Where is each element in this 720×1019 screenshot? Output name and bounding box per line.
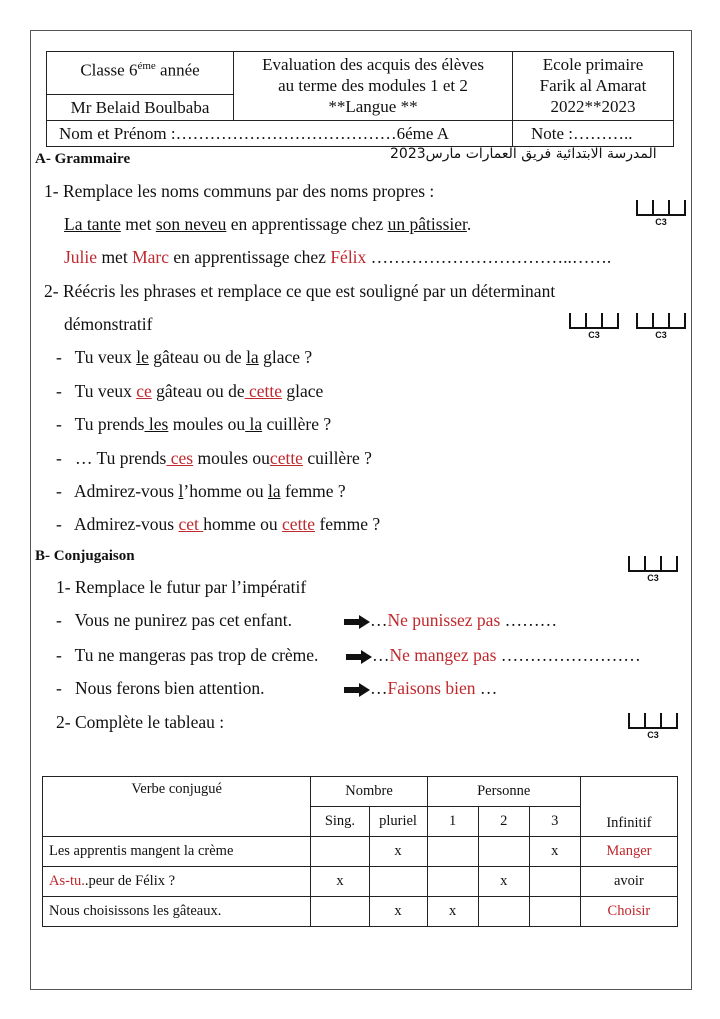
text: moules ou xyxy=(168,414,246,434)
q2-answer-line: - … Tu prends ces moules oucette cuillère ? xyxy=(56,448,372,468)
text: … xyxy=(372,645,390,665)
table-row xyxy=(43,867,678,897)
cell-person-3[interactable] xyxy=(529,897,580,927)
answer-determinant: ces xyxy=(166,448,194,468)
cell-person-1[interactable]: x xyxy=(427,897,478,927)
text: … xyxy=(370,678,388,698)
table-row xyxy=(43,897,678,927)
text: Tu veux xyxy=(74,381,137,401)
underlined-word: les xyxy=(144,414,169,434)
teacher-cell: Mr Belaid Boulbaba xyxy=(47,95,234,120)
answer-proper-noun: Félix xyxy=(330,247,367,267)
th-person-3: 3 xyxy=(529,807,580,837)
class-superscript: éme xyxy=(137,60,156,72)
imperative-answer: Ne punissez pas xyxy=(387,610,501,630)
underlined-word: la xyxy=(246,347,259,367)
text: cuillère ? xyxy=(302,448,372,468)
b-q1-answer xyxy=(344,610,557,631)
evaluation-cell xyxy=(234,52,513,121)
imperative-answer: Faisons bien xyxy=(387,678,476,698)
cell-person-1[interactable] xyxy=(427,867,478,897)
text: gâteau ou de xyxy=(151,381,245,401)
text: met xyxy=(97,247,133,267)
cell-infinitif[interactable]: avoir xyxy=(580,867,677,897)
q1-sentence xyxy=(64,214,471,235)
eval-line-1: Evaluation des acquis des élèves xyxy=(262,55,484,75)
eval-line-3: **Langue ** xyxy=(328,97,418,117)
cell-verbe[interactable] xyxy=(43,897,311,927)
section-a-title: A- Grammaire xyxy=(35,151,131,167)
answer-dots: ……… xyxy=(500,610,558,630)
b-q1-row: - Vous ne punirez pas cet enfant. xyxy=(56,610,293,630)
text: met xyxy=(120,214,156,234)
text: en apprentissage chez xyxy=(169,247,331,267)
cell-infinitif[interactable]: Choisir xyxy=(580,897,677,927)
name-row[interactable]: Nom et Prénom :…………………………………6éme A xyxy=(47,120,513,146)
text: ’homme ou xyxy=(183,481,268,501)
class-suffix: année xyxy=(155,60,200,80)
arrow-right-icon xyxy=(344,683,370,697)
score-box-b1[interactable] xyxy=(628,556,678,583)
class-cell xyxy=(47,52,234,95)
answer-determinant: ce xyxy=(136,381,152,401)
future-sentence: Tu ne mangeras pas trop de crème. xyxy=(74,645,319,665)
answer-dots: … xyxy=(475,678,498,698)
th-person-2: 2 xyxy=(478,807,529,837)
table-row xyxy=(43,837,678,867)
score-label: C3 xyxy=(588,330,600,340)
class-label: Classe 6 xyxy=(80,60,138,80)
text: en apprentissage chez xyxy=(226,214,388,234)
text: Tu prends xyxy=(74,414,145,434)
q1-answer xyxy=(64,247,611,268)
q2-line: - Admirez-vous l’homme ou la femme ? xyxy=(56,481,346,501)
school-cell xyxy=(513,52,674,121)
b-q1-row: - Tu ne mangeras pas trop de crème. xyxy=(56,645,319,665)
text: femme ? xyxy=(315,514,381,534)
q2-answer-line: - Tu veux ce gâteau ou de cette glace xyxy=(56,381,324,401)
cell-sing[interactable] xyxy=(311,897,369,927)
answer-dots: …………………… xyxy=(496,645,641,665)
underlined-word: la xyxy=(267,481,281,501)
score-box-a1[interactable] xyxy=(636,200,686,227)
cell-pluriel[interactable]: x xyxy=(369,897,427,927)
th-pluriel: pluriel xyxy=(369,807,427,837)
underlined-word: la xyxy=(245,414,263,434)
answer-proper-noun: Marc xyxy=(132,247,169,267)
text: cuillère ? xyxy=(262,414,332,434)
q2-instruction-2: démonstratif xyxy=(64,314,153,334)
score-box-a2b[interactable] xyxy=(636,313,686,340)
underlined-noun: son neveu xyxy=(155,214,227,234)
q1-instruction: 1- Remplace les noms communs par des noms propres : xyxy=(44,181,435,201)
b-q1-answer xyxy=(346,645,641,666)
text: Tu veux xyxy=(74,347,137,367)
th-sing: Sing. xyxy=(311,807,369,837)
school-line-1: Ecole primaire xyxy=(542,55,644,75)
cell-pluriel[interactable] xyxy=(369,867,427,897)
school-line-2: Farik al Amarat xyxy=(539,76,647,96)
text: . xyxy=(466,214,472,234)
score-label: C3 xyxy=(647,573,659,583)
text: Admirez-vous xyxy=(74,514,179,534)
th-infinitif: Infinitif xyxy=(580,777,677,837)
cell-person-1[interactable] xyxy=(427,837,478,867)
underlined-word: le xyxy=(136,347,149,367)
b-q1-instruction: 1- Remplace le futur par l’impératif xyxy=(56,577,307,597)
score-box-b2[interactable] xyxy=(628,713,678,740)
conjugation-table xyxy=(42,776,678,927)
answer-proper-noun: Julie xyxy=(64,247,98,267)
answer-determinant: cette xyxy=(282,514,316,534)
imperative-answer: Ne mangez pas xyxy=(389,645,497,665)
cell-person-2[interactable]: x xyxy=(478,867,529,897)
answer-determinant: cette xyxy=(244,381,282,401)
cell-person-3[interactable]: x xyxy=(529,837,580,867)
b-q1-row: - Nous ferons bien attention. xyxy=(56,678,265,698)
text: moules ou xyxy=(193,448,270,468)
score-label: C3 xyxy=(655,330,667,340)
text: glace ? xyxy=(258,347,313,367)
cell-person-2[interactable] xyxy=(478,897,529,927)
text: … xyxy=(370,610,388,630)
th-verbe: Verbe conjugué xyxy=(43,777,311,837)
cell-verbe[interactable] xyxy=(43,837,311,867)
verbe-red-part: As-tu. xyxy=(49,873,85,889)
underlined-word: l xyxy=(178,481,184,501)
b-q2-instruction: 2- Complète le tableau : xyxy=(56,712,225,732)
verbe-text: .peur de Félix ? xyxy=(84,873,176,889)
arabic-school-name: المدرسة الابتدائية فريق العمارات مارس2023 xyxy=(390,146,657,162)
cell-person-3[interactable] xyxy=(529,867,580,897)
future-sentence: Vous ne punirez pas cet enfant. xyxy=(74,610,293,630)
cell-verbe[interactable] xyxy=(43,867,311,897)
text: gâteau ou de xyxy=(148,347,247,367)
answer-determinant: cette xyxy=(269,448,303,468)
answer-dots: ……………………………..……. xyxy=(366,247,612,267)
arrow-right-icon xyxy=(346,650,372,664)
cell-person-2[interactable] xyxy=(478,837,529,867)
verbe-text: Nous choisissons les gâteaux. xyxy=(49,903,222,919)
answer-determinant: cet xyxy=(178,514,204,534)
text: femme ? xyxy=(280,481,346,501)
section-b-title: B- Conjugaison xyxy=(35,548,135,564)
cell-sing[interactable]: x xyxy=(311,867,369,897)
cell-infinitif[interactable]: Manger xyxy=(580,837,677,867)
verbe-text: Les apprentis mangent la crème xyxy=(49,843,234,859)
q2-line: - Tu veux le gâteau ou de la glace ? xyxy=(56,347,313,367)
future-sentence: Nous ferons bien attention. xyxy=(74,678,265,698)
arrow-right-icon xyxy=(344,615,370,629)
th-personne: Personne xyxy=(427,777,580,807)
header-table xyxy=(46,51,674,147)
note-cell[interactable]: Note :……….. xyxy=(513,120,674,146)
cell-sing[interactable] xyxy=(311,837,369,867)
score-box-a2a[interactable] xyxy=(569,313,619,340)
q2-instruction-1: 2- Réécris les phrases et remplace ce que est souligné par un déterminant xyxy=(44,281,556,301)
text: … Tu prends xyxy=(74,448,167,468)
q2-line: - Tu prends les moules ou la cuillère ? xyxy=(56,414,332,434)
underlined-noun: un pâtissier xyxy=(387,214,467,234)
th-person-1: 1 xyxy=(427,807,478,837)
school-line-3: 2022**2023 xyxy=(550,97,636,117)
b-q1-answer xyxy=(344,678,497,699)
text: glace xyxy=(282,381,324,401)
score-label: C3 xyxy=(647,730,659,740)
cell-pluriel[interactable]: x xyxy=(369,837,427,867)
text: Admirez-vous xyxy=(74,481,179,501)
score-label: C3 xyxy=(655,217,667,227)
text: homme ou xyxy=(203,514,283,534)
q2-answer-line: - Admirez-vous cet homme ou cette femme ? xyxy=(56,514,381,534)
underlined-noun: La tante xyxy=(64,214,121,234)
eval-line-2: au terme des modules 1 et 2 xyxy=(278,76,468,96)
th-nombre: Nombre xyxy=(311,777,427,807)
